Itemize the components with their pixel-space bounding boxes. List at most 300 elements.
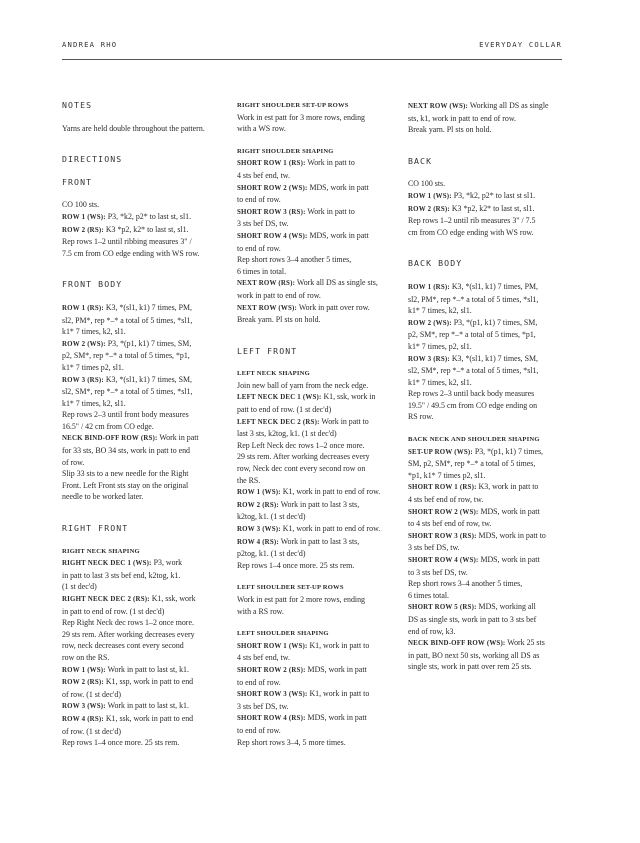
spacer [62, 259, 218, 279]
instruction-text: row, Neck dec cont every second row on [237, 464, 366, 474]
spacer [408, 270, 566, 281]
instruction-line [237, 157, 393, 170]
instruction-text: patt to end of row. (1 st dec'd) [237, 405, 332, 415]
subsection-heading: RIGHT SHOULDER SHAPING [237, 147, 334, 155]
spacer [62, 188, 218, 199]
instruction-line [237, 243, 393, 255]
instruction-text: MDS, work in patt [305, 664, 367, 674]
instruction-text: P3, work [151, 558, 183, 568]
row-label: RIGHT NECK DEC 2 (RS): [62, 596, 150, 603]
instruction-text: of row. (1 st dec'd) [62, 726, 121, 736]
instruction-text: K3, *(sl1, k1) 7 times, SM, [449, 353, 539, 363]
instruction-text: 29 sts rem. After working decreases every [237, 452, 370, 462]
instruction-text: 4 sts bef end, tw. [237, 653, 290, 663]
instruction-text: Work in patt to [319, 416, 369, 426]
instruction-text: k1* 7 times, k2, sl1. [62, 327, 126, 337]
instruction-text: with a RS row. [237, 606, 284, 616]
instruction-text: k1* 7 times, k2, sl1. [408, 377, 472, 387]
instruction-line [237, 218, 393, 230]
instruction-text: MDS, work in patt [305, 713, 367, 723]
instruction-line [408, 530, 566, 543]
instruction-text: CO 100 sts. [408, 179, 446, 189]
row-label: SHORT ROW 1 (WS): [237, 642, 308, 650]
instruction-text: Work in patt to [305, 158, 355, 168]
instruction-line [237, 536, 393, 549]
instruction-text: of row. (1 st dec'd) [62, 689, 121, 699]
spacer [408, 423, 566, 434]
instruction-text: K1, work in patt to [307, 689, 370, 699]
instruction-line [237, 688, 393, 701]
instruction-text: 3 sts bef DS, tw. [237, 219, 289, 229]
instruction-line [237, 499, 393, 512]
section-heading: BACK [408, 155, 433, 166]
row-label: ROW 4 (RS): [62, 715, 104, 723]
row-label: ROW 1 (RS): [62, 304, 104, 312]
instruction-text: Rep rows 1–4 once more. 25 sts rem. [62, 738, 180, 748]
instruction-line [62, 557, 218, 570]
spacer [62, 503, 218, 523]
instruction-text: k1* 7 times, k2, sl1. [408, 306, 472, 316]
instruction-line [62, 224, 218, 237]
instruction-text: single sts, work in patt over rem 25 sts. [408, 662, 532, 672]
instruction-line [237, 594, 393, 606]
instruction-line [237, 182, 393, 195]
instruction-line [62, 640, 218, 652]
instruction-line [408, 377, 566, 389]
instruction-text: for 33 sts, BO 34 sts, work in patt to end [62, 446, 190, 456]
row-label: ROW 2 (RS): [62, 679, 104, 687]
spacer [408, 238, 566, 258]
row-label: SHORT ROW 4 (WS): [237, 232, 308, 240]
instruction-line [237, 428, 393, 440]
instruction-line [62, 302, 218, 315]
instruction-text: Work in est patt for 2 more rows, ending [237, 594, 365, 604]
instruction-line [237, 266, 393, 278]
row-label: ROW 2 (RS): [237, 501, 279, 509]
instruction-line [408, 506, 566, 519]
instruction-line [408, 388, 566, 400]
instruction-text: Rep rows 1–2 until ribbing measures 3" / [62, 237, 192, 247]
subsection-heading: BACK NECK AND SHOULDER SHAPING [408, 436, 540, 444]
instruction-text: K3, *(sl1, k1) 7 times, SM, [103, 374, 193, 384]
instruction-line [408, 281, 566, 294]
section-heading: RIGHT FRONT [62, 523, 129, 534]
instruction-text: 29 sts rem. After working decreases every [62, 629, 195, 639]
instruction-line [62, 315, 218, 327]
instruction-line [62, 737, 218, 749]
instruction-text: Rep short rows 3–4 another 5 times, [237, 255, 352, 265]
instruction-line [237, 701, 393, 713]
instruction-text: K3, work in patt to [476, 482, 539, 492]
instruction-text: Work in patt to last st, k1. [105, 664, 189, 674]
instruction-line [62, 617, 218, 629]
instruction-line [237, 123, 393, 135]
instruction-line [237, 391, 393, 404]
instruction-text: P3, *(p1, k1) 7 times, SM, [451, 317, 538, 327]
text-column-1 [62, 100, 218, 749]
row-label: NEXT ROW (RS): [237, 280, 296, 288]
instruction-line [408, 190, 566, 203]
instruction-line [237, 652, 393, 664]
instruction-line [408, 215, 566, 227]
instruction-line [62, 338, 218, 351]
instruction-line [62, 326, 218, 338]
instruction-text: p2tog, k1. (1 st dec'd) [237, 549, 306, 559]
instruction-line [408, 400, 566, 412]
instruction-text: work in patt to end of row. [237, 290, 321, 300]
instruction-text: Rep rows 2–3 until back body measures [408, 389, 535, 399]
instruction-text: Yarns are held double throughout the pattern. [62, 123, 205, 133]
instruction-text: SM, p2, SM*, rep *–* a total of 5 times, [408, 459, 536, 469]
instruction-text: sl2, SM*, rep *–* a total of 5 times, *sl1, [408, 366, 539, 376]
row-label: ROW 1 (WS): [62, 666, 106, 674]
spacer [237, 571, 393, 582]
instruction-text: in patt to end of row. (1 st dec'd) [62, 606, 165, 616]
instruction-text: P3, *k2, p2* to last st sl1. [451, 190, 536, 200]
instruction-line [237, 170, 393, 182]
instruction-line [237, 194, 393, 206]
pattern-title: EVERYDAY COLLAR [479, 40, 562, 49]
instruction-text: sl2, PM*, rep *–* a total of 5 times, *sl1, [408, 294, 539, 304]
instruction-text: sl2, SM*, rep *–* a total of 5 times, *sl1, [62, 387, 193, 397]
section-heading: DIRECTIONS [62, 154, 123, 165]
instruction-text: K3, *(sl1, k1) 7 times, PM, [103, 302, 193, 312]
instruction-line [62, 432, 218, 445]
row-label: ROW 2 (RS): [408, 205, 450, 213]
instruction-line [408, 601, 566, 614]
instruction-line [62, 468, 218, 480]
row-label: SHORT ROW 3 (RS): [237, 208, 306, 216]
instruction-line [408, 203, 566, 216]
instruction-text: MDS, work in patt [307, 230, 369, 240]
instruction-text: Slip 33 sts to a new needle for the Right [62, 469, 189, 479]
row-label: ROW 3 (RS): [408, 355, 450, 363]
row-label: SHORT ROW 2 (RS): [237, 666, 306, 674]
instruction-text: 16.5" / 42 cm from CO edge. [62, 421, 154, 431]
instruction-text: last 3 sts, k2tog, k1. (1 st dec'd) [237, 429, 337, 439]
instruction-text: k1* 7 times, p2, sl1. [408, 341, 472, 351]
designer-name: ANDREA RHO [62, 40, 118, 49]
row-label: SHORT ROW 1 (RS): [237, 160, 306, 168]
instruction-text: Work in patt over row. [296, 302, 370, 312]
instruction-text: Break yarn. Pl sts on hold. [408, 125, 492, 135]
row-label: ROW 2 (WS): [62, 340, 106, 348]
text-column-3 [408, 100, 566, 673]
row-label: ROW 3 (WS): [237, 526, 281, 533]
instruction-line [408, 365, 566, 377]
instruction-line [237, 230, 393, 243]
instruction-line [408, 353, 566, 366]
section-heading: BACK BODY [408, 258, 463, 269]
spacer [237, 357, 393, 368]
section-heading: LEFT FRONT [237, 345, 298, 356]
spacer [408, 136, 566, 156]
section-heading: FRONT BODY [62, 279, 123, 290]
instruction-line [408, 590, 566, 602]
instruction-text: 4 sts bef end of row, tw. [408, 495, 484, 505]
instruction-line [408, 294, 566, 306]
subsection-heading: LEFT SHOULDER SET-UP ROWS [237, 584, 344, 592]
row-label: SHORT ROW 4 (WS): [408, 557, 479, 564]
instruction-line [408, 650, 566, 662]
instruction-text: end of row, k3. [408, 626, 456, 636]
subsection-heading: RIGHT SHOULDER SET-UP ROWS [237, 102, 349, 109]
row-label: ROW 1 (WS): [408, 192, 452, 200]
instruction-text: Work in patt to last 3 sts, [278, 499, 360, 509]
instruction-text: cm from CO edge ending with WS row. [408, 227, 534, 237]
subsection-heading: RIGHT NECK SHAPING [62, 547, 140, 555]
row-label: SHORT ROW 4 (RS): [237, 715, 306, 723]
instruction-text: K3, *(sl1, k1) 7 times, PM, [449, 281, 539, 291]
row-label: NEXT ROW (WS): [237, 304, 297, 312]
instruction-text: Work all DS as single sts, [295, 278, 378, 288]
instruction-text: Rep Left Neck dec rows 1–2 once more. [237, 440, 365, 450]
instruction-line [62, 445, 218, 457]
row-label: ROW 2 (WS): [408, 319, 452, 327]
instruction-line [62, 629, 218, 641]
instruction-line [237, 112, 393, 124]
instruction-text: K1, ssk, work [149, 594, 196, 603]
instruction-text: to end of row. [237, 725, 281, 735]
row-label: ROW 1 (RS): [408, 283, 450, 291]
header-divider [62, 59, 562, 60]
instruction-text: K1, work in patt to end of row. [280, 524, 381, 533]
instruction-text: to end of row. [237, 677, 281, 687]
instruction-line [62, 350, 218, 362]
instruction-line [408, 518, 566, 530]
instruction-text: K3 *p2, k2* to last st, sl1. [103, 224, 189, 234]
instruction-line [62, 248, 218, 260]
instruction-line [237, 640, 393, 653]
row-label: SHORT ROW 1 (RS): [408, 484, 477, 492]
instruction-text: K1, ssp, work in patt to end [103, 677, 194, 687]
instruction-line [62, 211, 218, 224]
instruction-line [408, 542, 566, 554]
instruction-text: p2, SM*, rep *–* a total of 5 times, *p1, [408, 330, 536, 340]
instruction-text: MDS, work in patt [478, 555, 540, 564]
instruction-text: DS as single sts, work in patt to 3 sts bef [408, 614, 537, 624]
instruction-line [408, 661, 566, 673]
instruction-text: Work in est patt for 3 more rows, ending [237, 112, 365, 122]
instruction-line [408, 470, 566, 482]
row-label: ROW 3 (WS): [62, 703, 106, 711]
instruction-line [408, 494, 566, 506]
instruction-line [62, 409, 218, 421]
instruction-line [62, 570, 218, 582]
spacer [62, 535, 218, 546]
instruction-line [237, 511, 393, 523]
instruction-line [237, 725, 393, 737]
instruction-text: sl2, PM*, rep *–* a total of 5 times, *sl1, [62, 315, 193, 325]
instruction-text: row, neck decreases cont every second [62, 641, 184, 651]
instruction-line [237, 416, 393, 429]
instruction-line [237, 712, 393, 725]
row-label: ROW 1 (WS): [237, 489, 281, 497]
instruction-text: with a WS row. [237, 124, 286, 134]
instruction-text: Front. Left Front sts stay on the original [62, 480, 189, 490]
instruction-line [62, 726, 218, 738]
row-label: SET-UP ROW (WS): [408, 448, 473, 456]
instruction-text: the RS. [237, 475, 261, 485]
instruction-line [408, 567, 566, 579]
instruction-line [62, 652, 218, 664]
instruction-text: Rep rows 1–2 until rib measures 3" / 7.5 [408, 216, 536, 226]
instruction-line [408, 341, 566, 353]
instruction-text: *p1, k1* 7 times p2, sl1. [408, 470, 486, 480]
instruction-text: CO 100 sts. [62, 200, 100, 210]
instruction-line [62, 421, 218, 433]
row-label: ROW 3 (RS): [62, 376, 104, 384]
instruction-text: Rep Right Neck dec rows 1–2 once more. [62, 618, 194, 628]
instruction-text: 4 sts bef end, tw. [237, 170, 290, 180]
spacer [62, 166, 218, 177]
spacer [237, 617, 393, 628]
instruction-text: K1, ssk, work in patt to end [103, 713, 194, 723]
instruction-line [237, 737, 393, 749]
row-label: NECK BIND-OFF ROW (RS): [62, 435, 158, 443]
instruction-line [408, 626, 566, 638]
spacer [408, 167, 566, 178]
instruction-line [62, 398, 218, 410]
instruction-text: Rep rows 1–4 once more. 25 sts rem. [237, 560, 355, 570]
instruction-line [62, 491, 218, 503]
instruction-line [62, 581, 218, 593]
instruction-text: Rep short rows 3–4 another 5 times, [408, 579, 523, 589]
instruction-line [62, 676, 218, 689]
instruction-text: Break yarn. Pl sts on hold. [237, 315, 321, 325]
instruction-line [237, 380, 393, 392]
instruction-line [237, 254, 393, 266]
instruction-line [237, 486, 393, 499]
instruction-line [237, 206, 393, 219]
instruction-line [408, 178, 566, 190]
instruction-line [237, 677, 393, 689]
instruction-text: RS row. [408, 412, 434, 422]
row-label: SHORT ROW 5 (RS): [408, 604, 477, 612]
instruction-line [408, 100, 566, 113]
instruction-text: row on the RS. [62, 652, 110, 662]
text-column-2 [237, 100, 393, 748]
row-label: SHORT ROW 3 (RS): [408, 532, 477, 540]
instruction-text: in patt, BO next 50 sts, working all DS as [408, 650, 540, 660]
instruction-line [237, 404, 393, 416]
spacer [237, 135, 393, 146]
instruction-line [408, 317, 566, 330]
row-label: ROW 4 (RS): [237, 538, 279, 546]
instruction-text: Working all DS as single [467, 101, 549, 110]
instruction-text: k1* 7 times, k2, sl1. [62, 398, 126, 408]
row-label: NECK BIND-OFF ROW (WS): [408, 640, 506, 648]
instruction-line [62, 689, 218, 701]
instruction-text: K1, work in patt to end of row. [280, 487, 381, 497]
instruction-line [237, 277, 393, 290]
instruction-text: Work in patt to last st, k1. [105, 701, 189, 711]
instruction-text: K1, work in patt to [307, 640, 370, 650]
instruction-text: Rep rows 2–3 until front body measures [62, 410, 189, 420]
instruction-text: P3, *(p1, k1) 7 times, SM, [105, 338, 192, 348]
instruction-text: MDS, work in patt to [476, 530, 546, 540]
instruction-line [62, 480, 218, 492]
instruction-line [237, 560, 393, 572]
instruction-line [237, 314, 393, 326]
instruction-text: to 4 sts bef end of row, tw. [408, 519, 492, 529]
instruction-line [237, 664, 393, 677]
instruction-line [408, 481, 566, 494]
instruction-text: K3 *p2, k2* to last st, sl1. [449, 203, 535, 213]
section-heading: NOTES [62, 100, 93, 110]
instruction-line [408, 578, 566, 590]
instruction-text: 3 sts bef DS, tw. [237, 701, 289, 711]
instruction-line [62, 593, 218, 606]
instruction-text: 6 times total. [408, 590, 449, 600]
instruction-text: Join new ball of yarn from the neck edge. [237, 380, 369, 390]
instruction-text: Work in patt [157, 433, 199, 443]
instruction-text: of row. [62, 457, 85, 467]
instruction-line [62, 700, 218, 713]
instruction-text: 3 sts bef DS, tw. [408, 543, 460, 553]
row-label: LEFT NECK DEC 1 (WS): [237, 394, 322, 402]
instruction-line [62, 374, 218, 387]
row-label: NEXT ROW (WS): [408, 103, 468, 110]
instruction-text: k1* 7 times p2, sl1. [62, 362, 124, 372]
instruction-text: P3, *k2, p2* to last st, sl1. [105, 211, 192, 221]
instruction-line [62, 386, 218, 398]
instruction-line [408, 554, 566, 567]
spacer [62, 112, 218, 123]
instruction-text: Rep short rows 3–4, 5 more times. [237, 737, 346, 747]
row-label: ROW 2 (RS): [62, 226, 104, 234]
section-heading: FRONT [62, 176, 93, 187]
instruction-text: MDS, work in patt [307, 182, 369, 192]
instruction-line [237, 440, 393, 452]
instruction-line [62, 713, 218, 726]
instruction-text: to end of row. [237, 195, 281, 205]
instruction-line [408, 411, 566, 423]
instruction-text: Work in patt to [305, 206, 355, 216]
instruction-text: MDS, working all [476, 602, 536, 612]
instruction-line [237, 606, 393, 618]
instruction-text: to 3 sts bef DS, tw. [408, 567, 468, 577]
row-label: LEFT NECK DEC 2 (RS): [237, 418, 320, 426]
instruction-line [62, 123, 218, 135]
instruction-line [408, 124, 566, 136]
spacer [237, 326, 393, 346]
row-label: RIGHT NECK DEC 1 (WS): [62, 560, 152, 568]
instruction-line [237, 463, 393, 475]
spacer [62, 134, 218, 154]
instruction-text: K1, ssk, work in [321, 392, 376, 402]
row-label: SHORT ROW 2 (WS): [237, 184, 308, 192]
instruction-line [237, 302, 393, 315]
instruction-line [62, 362, 218, 374]
instruction-line [408, 614, 566, 626]
instruction-text: k2tog, k1. (1 st dec'd) [237, 512, 306, 522]
instruction-text: Work in patt to last 3 sts, [278, 536, 360, 546]
instruction-line [62, 199, 218, 211]
instruction-line [408, 458, 566, 470]
instruction-line [62, 606, 218, 618]
instruction-text: Work 25 sts [505, 638, 545, 648]
subsection-heading: LEFT SHOULDER SHAPING [237, 630, 329, 638]
instruction-text: needle to be worked later. [62, 492, 144, 502]
instruction-line [237, 523, 393, 536]
instruction-line [408, 637, 566, 650]
instruction-line [237, 290, 393, 302]
instruction-line [408, 227, 566, 239]
instruction-line [408, 113, 566, 125]
subsection-heading: LEFT NECK SHAPING [237, 370, 310, 378]
instruction-text: 7.5 cm from CO edge ending with WS row. [62, 248, 200, 258]
